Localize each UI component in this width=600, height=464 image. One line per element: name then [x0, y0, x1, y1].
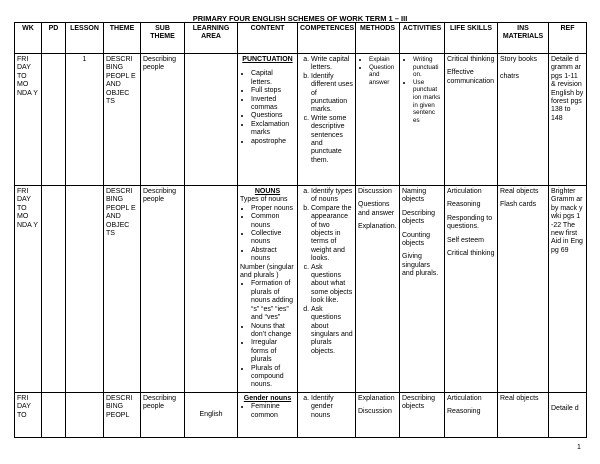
header-content: CONTENT: [238, 23, 298, 54]
cell-lesson: [66, 186, 104, 393]
list-item: Reasoning: [447, 408, 481, 416]
cell-wk: FRI DAY TO: [15, 392, 42, 437]
list-item: a. Identify types of nouns: [311, 188, 353, 205]
cell-sub-theme: Describing people: [141, 186, 185, 393]
list-item: • Feminine common: [251, 403, 295, 420]
header-row: [15, 23, 587, 54]
document-title: PRIMARY FOUR ENGLISH SCHEMES OF WORK TERM 1 – III: [192, 14, 408, 23]
cell-materials: [498, 186, 549, 393]
list-item: Describing objects: [402, 209, 436, 226]
list-item: b. Compare the appearance of two objects in terms of weight and looks.: [311, 205, 353, 264]
list-item: Questions and answer: [358, 201, 395, 217]
list-item: Articulation: [447, 188, 482, 195]
content-mid: Number (singular and plurals ): [240, 263, 294, 280]
cell-materials: [498, 54, 549, 186]
cell-competences: [298, 54, 356, 186]
header-learning-area: LEARNING AREA: [185, 23, 238, 54]
cell-learning-area: [185, 186, 238, 393]
list-item: d. Ask questions about singulars and plurals objects.: [311, 306, 353, 356]
list-item: Effective communication: [447, 69, 495, 85]
cell-learning-area: [185, 54, 238, 186]
cell-life-skills: [445, 186, 498, 393]
table-row: [15, 54, 587, 186]
list-item: Real objects: [500, 394, 539, 402]
list-item: Discussion: [358, 408, 392, 416]
header-pd: PD: [42, 23, 66, 54]
cell-lesson: [66, 392, 104, 437]
cell-materials: [498, 392, 549, 437]
cell-theme: DESCRI BING PEOPL E AND OBJEC TS: [104, 54, 141, 186]
cell-lesson: 1: [66, 54, 104, 186]
cell-wk: FRI DAY TO MO NDA Y: [15, 186, 42, 393]
cell-methods: [356, 186, 400, 393]
list-item: • Irregular forms of plurals: [251, 339, 295, 364]
list-item: Discussion: [358, 188, 392, 195]
list-item: chatrs: [500, 73, 520, 81]
list-item: • Writing punctuati on.: [413, 56, 442, 79]
list-item: Flash cards: [500, 201, 537, 209]
header-sub-theme: SUB THEME: [141, 23, 185, 54]
cell-pd: [42, 186, 66, 393]
list-item: • Capital letters.: [251, 70, 295, 87]
list-item: • Explain: [369, 56, 397, 64]
list-item: c. Write some descriptive sentences and punctuate them.: [311, 115, 353, 165]
list-item: Critical thinking: [447, 250, 495, 258]
list-item: Responding to questions.: [447, 214, 493, 231]
header-lesson: LESSON: [66, 23, 104, 54]
list-item: Describing objects: [402, 394, 436, 411]
list-item: Explanation.: [358, 223, 397, 231]
list-item: • Use punctuat ion marks in given sentenc es: [413, 79, 442, 125]
list-item: • Nouns that don’t change: [251, 323, 295, 340]
cell-theme: DESCRI BING PEOPL: [104, 392, 141, 437]
cell-activities: [400, 186, 445, 393]
cell-ref: Detaile d gramm ar pgs 1-11 & revision English by forest pgs 138 to 148: [549, 54, 587, 186]
header-competences: COMPETENCES: [298, 23, 356, 54]
list-item: • Plurals of compound nouns.: [251, 365, 295, 390]
list-item: • Exclamation marks: [251, 121, 295, 138]
list-item: c. Ask questions about what some objects look like.: [311, 264, 353, 306]
header-life-skills: LIFE SKILLS: [445, 23, 498, 54]
cell-competences: [298, 186, 356, 393]
list-item: • Formation of plurals of nouns adding “s” “es” “ies” and “ves”: [251, 280, 295, 322]
list-item: Articulation: [447, 394, 482, 402]
list-item: Critical thinking: [447, 56, 495, 63]
list-item: • Proper nouns: [251, 205, 295, 213]
list-item: Self esteem: [447, 236, 484, 244]
list-item: Giving singulars and plurals.: [402, 253, 439, 278]
cell-competences: [298, 392, 356, 437]
header-theme: THEME: [104, 23, 141, 54]
list-item: Explanation: [358, 394, 395, 402]
cell-activities: [400, 392, 445, 437]
content-title: PUNCTUATION: [242, 56, 293, 63]
header-methods: METHODS: [356, 23, 400, 54]
list-item: a. Identify gender nouns: [311, 395, 353, 420]
list-item: • Question and answer: [369, 64, 397, 87]
cell-sub-theme: Describing people: [141, 54, 185, 186]
header-activities: ACTIVITIES: [400, 23, 445, 54]
content-intro: Types of nouns: [240, 196, 288, 204]
list-item: • Inverted commas: [251, 96, 295, 113]
cell-learning-area: English: [185, 392, 238, 437]
header-ref: REF: [549, 23, 587, 54]
table-row: [15, 186, 587, 393]
cell-content: [238, 54, 298, 186]
table-row: [15, 392, 587, 437]
list-item: a. Write capital letters.: [311, 56, 353, 73]
cell-methods: [356, 392, 400, 437]
cell-content: [238, 186, 298, 393]
content-title: NOUNS: [254, 188, 281, 195]
list-item: Real objects: [500, 188, 539, 195]
page-number: 1: [577, 444, 581, 451]
list-item: • Abstract nouns: [251, 247, 295, 264]
list-item: • Questions: [251, 112, 295, 120]
cell-ref: Detaile d: [549, 392, 587, 437]
cell-pd: [42, 392, 66, 437]
list-item: Naming objects: [402, 188, 427, 204]
cell-theme: DESCRI BING PEOPL E AND OBJEC TS: [104, 186, 141, 393]
list-item: • apostrophe: [251, 138, 295, 146]
cell-activities: [400, 54, 445, 186]
list-item: Counting objects: [402, 231, 431, 248]
cell-ref: Brighter Gramm ar by mack y wki pgs 1 -22 The new first Aid in Eng pg 69: [549, 186, 587, 393]
cell-wk: FRI DAY TO MO NDA Y: [15, 54, 42, 186]
list-item: Reasoning: [447, 201, 481, 209]
cell-life-skills: [445, 54, 498, 186]
cell-methods: [356, 54, 400, 186]
cell-life-skills: [445, 392, 498, 437]
list-item: • Common nouns: [251, 213, 295, 230]
list-item: • Collective nouns: [251, 230, 295, 247]
scheme-table: [14, 22, 587, 438]
cell-content: [238, 392, 298, 437]
list-item: b. Identify different uses of punctuation marks.: [311, 73, 353, 115]
header-wk: WK: [15, 23, 42, 54]
cell-pd: [42, 54, 66, 186]
content-title: Gender nouns: [243, 394, 292, 402]
header-ins-materials: INS MATERIALS: [498, 23, 549, 54]
list-item: Story books: [500, 56, 537, 63]
cell-sub-theme: Describing people: [141, 392, 185, 437]
list-item: • Full stops: [251, 87, 295, 95]
